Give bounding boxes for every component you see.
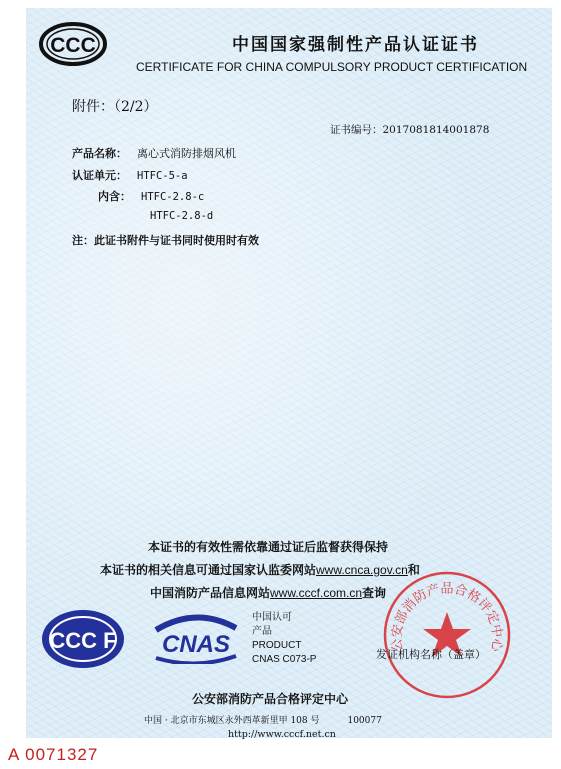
ccc-logo-text: CCC [50,34,96,57]
cnca-link[interactable]: www.cnca.gov.cn [316,563,408,577]
serial-number: A 0071327 [8,745,99,764]
accreditation-line-3: PRODUCT [252,640,302,651]
footer-website[interactable]: http://www.cccf.net.cn [228,729,336,740]
contains-label: 内含： [98,190,131,203]
issuer-label: 发证机构名称（盖章） [376,648,486,661]
certificate-number [330,122,489,137]
cnca-query-prefix: 本证书的相关信息可通过国家认监委网站 [100,563,317,577]
cnas-logo [150,612,242,668]
cnca-query-line [100,561,420,578]
cccf-link[interactable]: www.cccf.com.cn [270,586,363,600]
contains-value-1: HTFC-2.8-c [141,191,205,203]
title-cn: 中国国家强制性产品认证证书 [232,35,479,55]
cert-unit-label: 认证单元： [72,169,127,182]
footer-address-text: 中国 · 北京市东城区永外西革新里甲 108 号 [144,716,320,726]
product-name-value: 离心式消防排烟风机 [137,147,236,160]
ccc-f-logo-text: CCC F [49,628,117,653]
product-name-row [72,145,236,161]
contains-value-2: HTFC-2.8-d [150,210,214,222]
validity-statement: 本证书的有效性需依靠通过证后监督获得保持 [148,540,389,554]
contains-row [98,188,204,204]
official-seal [380,568,514,706]
accreditation-line-2: 产品 [252,626,272,637]
cert-unit-row [72,167,188,183]
attachment-label: 附件：（2/2） [72,99,158,115]
cert-unit-value: HTFC-5-a [137,170,188,182]
footer-address [144,713,382,726]
certificate-number-value: 2017081814001878 [382,124,490,136]
accreditation-text [252,611,316,667]
footer-postcode: 100077 [347,716,382,726]
cccf-query-suffix: 查询 [362,586,387,600]
footer-org: 公安部消防产品合格评定中心 [192,692,349,706]
product-name-label: 产品名称： [72,147,127,160]
certificate-number-label: 证书编号： [330,124,383,136]
cccf-query-line [150,584,386,601]
title-en: CERTIFICATE FOR CHINA COMPULSORY PRODUCT CERTIFICATION [136,60,528,74]
accreditation-line-1: 中国认可 [252,612,292,623]
validity-note: 注：此证书附件与证书同时使用时有效 [72,234,259,247]
cnca-query-suffix: 和 [407,563,420,577]
cccf-query-prefix: 中国消防产品信息网站 [150,586,271,600]
accreditation-line-4: CNAS C073-P [252,654,317,665]
seal-text: 公安部消防产品合格评定中心 [389,581,505,653]
ccc-logo [38,22,108,70]
contains-row-2 [150,209,213,222]
ccc-f-logo [40,608,126,674]
cnas-logo-text: CNAS [161,631,231,658]
